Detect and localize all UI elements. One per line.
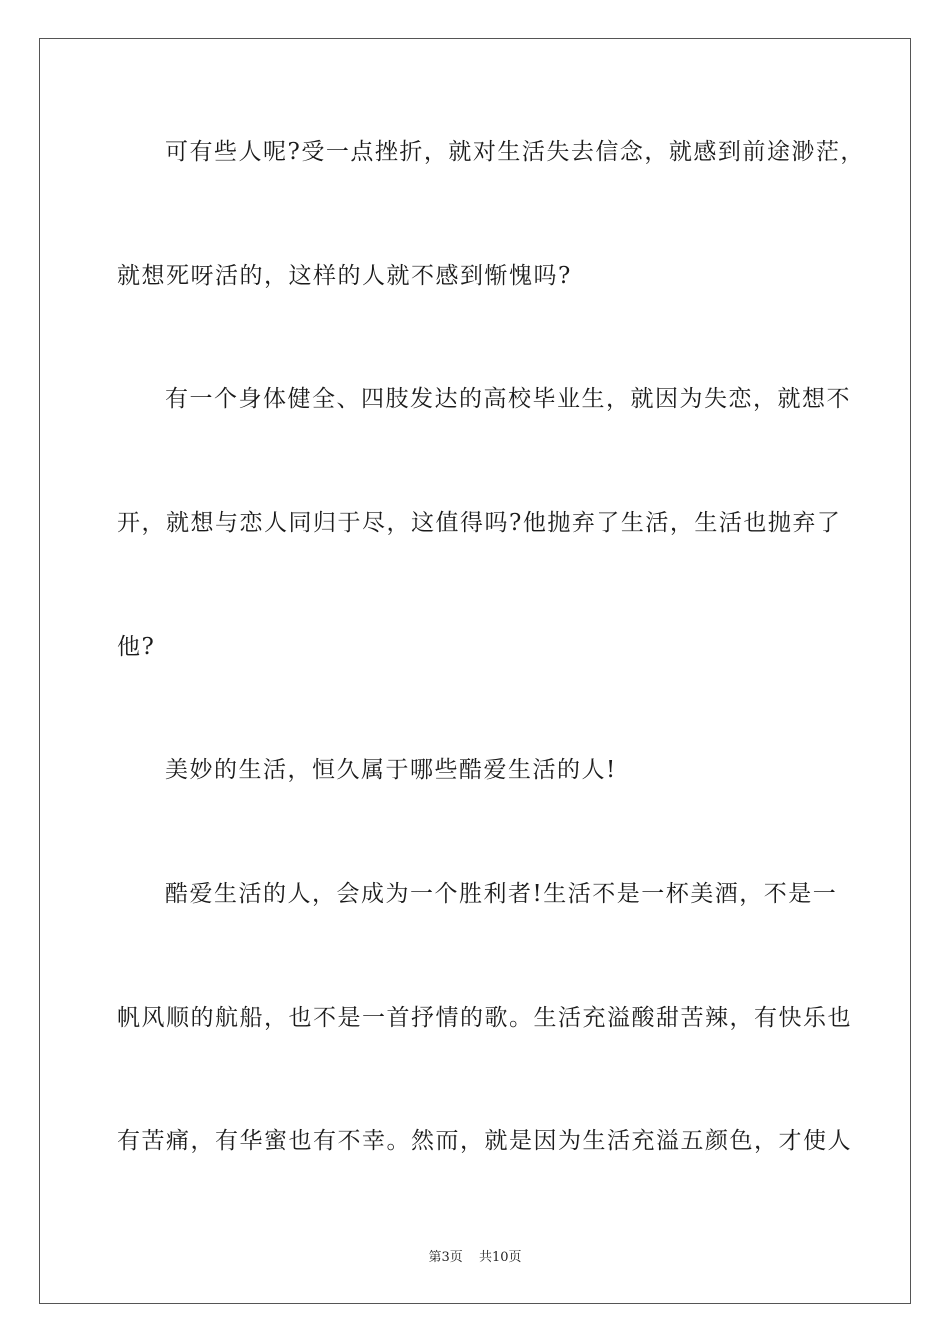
text-line: 可有些人呢?受一点挫折，就对生活失去信念，就感到前途渺茫，: [165, 139, 865, 165]
text-line: 就想死呀活的，这样的人就不感到惭愧吗?: [117, 263, 572, 289]
text-line: 有一个身体健全、四肢发达的高校毕业生，就因为失恋，就想不: [165, 386, 851, 412]
text-line: 开，就想与恋人同归于尽，这值得吗?他抛弃了生活，生活也抛弃了: [117, 510, 842, 536]
text-line: 他?: [117, 634, 156, 660]
page-number-current: 第3页: [428, 1250, 463, 1265]
text-line: 酷爱生活的人，会成为一个胜利者!生活不是一杯美酒，不是一: [165, 881, 838, 907]
text-line: 帆风顺的航船，也不是一首抒情的歌。生活充溢酸甜苦辣，有快乐也: [117, 1005, 852, 1031]
text-line: 有苦痛，有华蜜也有不幸。然而，就是因为生活充溢五颜色，才使人: [117, 1128, 852, 1154]
page-border: [39, 38, 911, 1304]
page-footer: [0, 1246, 950, 1265]
page-number-total: 共10页: [478, 1250, 522, 1265]
text-line: 美妙的生活，恒久属于哪些酷爱生活的人!: [165, 757, 617, 783]
